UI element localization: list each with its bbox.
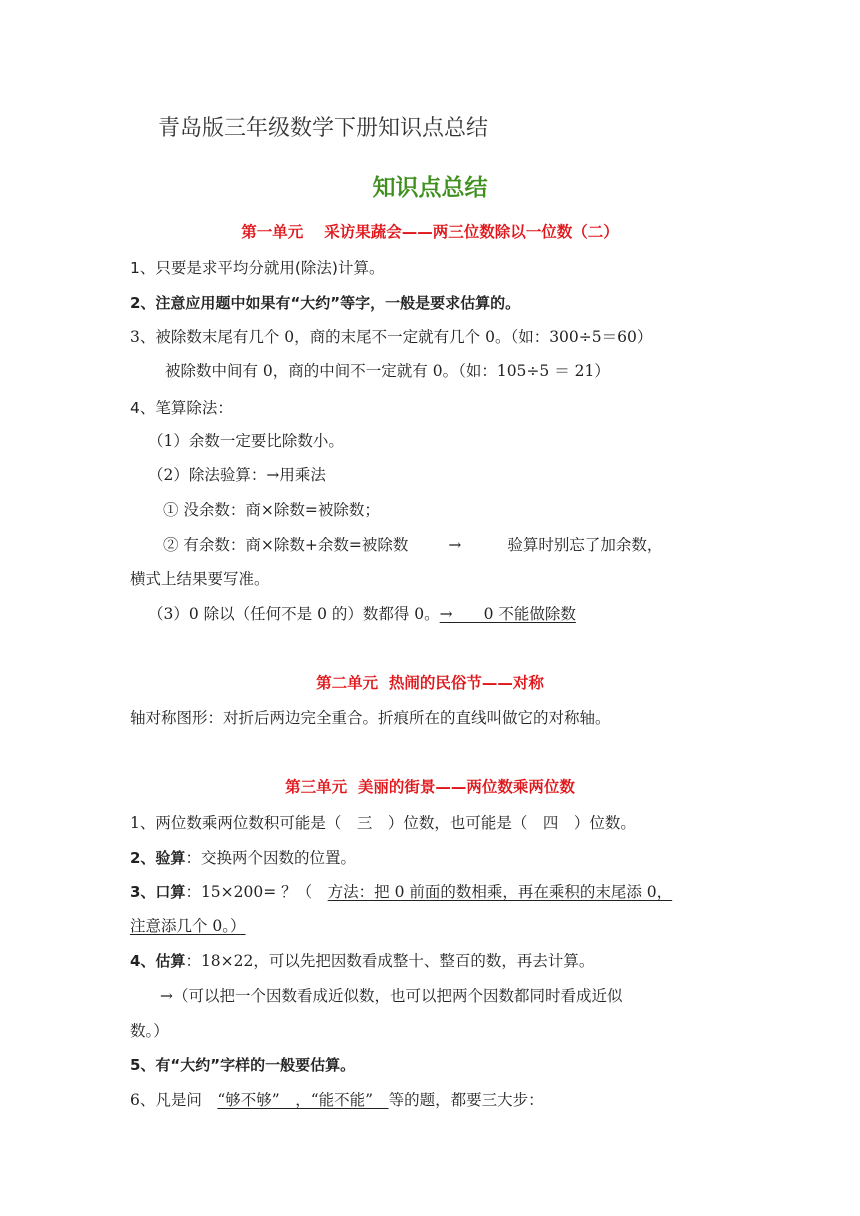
check-label: 2、验算 <box>130 849 186 867</box>
unit2-heading: 第二单元 热闹的民俗节——对称 <box>316 674 544 692</box>
main-heading: 知识点总结 <box>372 175 488 201</box>
zero-divided-text: （3）0 除以（任何不是 0 的）数都得 0。 <box>148 605 440 623</box>
check-text: ：交换两个因数的位置。 <box>185 849 356 867</box>
estimate-text: ：18×22，可以先把因数看成整十、整百的数，再去计算。 <box>185 952 595 970</box>
estimate-label: 4、估算 <box>130 952 186 970</box>
oral-calc-text: ：15×200= ？（ <box>185 883 328 901</box>
unit1-point-4-2: （2）除法验算：→用乘法 <box>148 466 326 484</box>
unit1-point-3-sub: 被除数中间有 0，商的中间不一定就有 0。（如：105÷5 ＝ 21） <box>165 362 610 380</box>
unit3-point-2 <box>130 847 356 869</box>
oral-calc-label: 3、口算 <box>130 883 186 901</box>
unit1-point-1: 1、只要是求平均分就用(除法)计算。 <box>130 259 385 277</box>
unit1-with-remainder-cont: 横式上结果要写准。 <box>130 570 270 588</box>
with-remainder-note: 验算时别忘了加余数， <box>507 536 663 554</box>
unit3-point-4-note-cont: 数。） <box>130 1022 169 1040</box>
oral-calc-method: 方法：把 0 前面的数相乘，再在乘积的末尾添 0， <box>327 883 673 901</box>
unit3-point-3 <box>130 881 672 903</box>
unit1-heading: 第一单元 采访果蔬会——两三位数除以一位数（二） <box>241 223 619 241</box>
unit3-point-4-note: →（可以把一个因数看成近似数，也可以把两个因数都同时看成近似 <box>160 987 623 1005</box>
unit3-point-3-cont: 注意添几个 0。） <box>130 917 246 935</box>
unit1-point-3: 3、被除数末尾有几个 0，商的末尾不一定就有几个 0。（如：300÷5＝60） <box>130 328 653 346</box>
unit3-heading: 第三单元 美丽的街景——两位数乘两位数 <box>285 778 575 796</box>
unit3-point-4 <box>130 950 594 972</box>
document-title: 青岛版三年级数学下册知识点总结 <box>158 116 489 141</box>
point-6-suffix: 等的题，都要三大步： <box>388 1091 544 1109</box>
arrow-icon: → <box>448 536 462 554</box>
with-remainder-formula: ② 有余数：商×除数+余数=被除数 <box>163 536 409 554</box>
unit1-no-remainder: ① 没余数：商×除数=被除数； <box>163 501 380 519</box>
unit1-with-remainder <box>163 534 662 556</box>
unit1-point-4: 4、笔算除法： <box>130 399 233 417</box>
unit3-point-6 <box>130 1089 544 1111</box>
unit1-point-4-1: （1）余数一定要比除数小。 <box>148 432 344 450</box>
point-6-questions: “够不够” ，“能不能” <box>217 1091 389 1109</box>
point-6-prefix: 6、凡是问 <box>130 1091 218 1109</box>
zero-not-divisor-note: → 0 不能做除数 <box>439 605 576 623</box>
unit3-point-5: 5、有“大约”字样的一般要估算。 <box>130 1056 356 1074</box>
unit1-point-4-3 <box>148 603 576 625</box>
unit2-point-1: 轴对称图形：对折后两边完全重合。折痕所在的直线叫做它的对称轴。 <box>130 709 611 727</box>
unit1-point-2: 2、注意应用题中如果有“大约”等字，一般是要求估算的。 <box>130 294 521 312</box>
unit3-point-1: 1、两位数乘两位数积可能是（ 三 ）位数，也可能是（ 四 ）位数。 <box>130 814 636 832</box>
